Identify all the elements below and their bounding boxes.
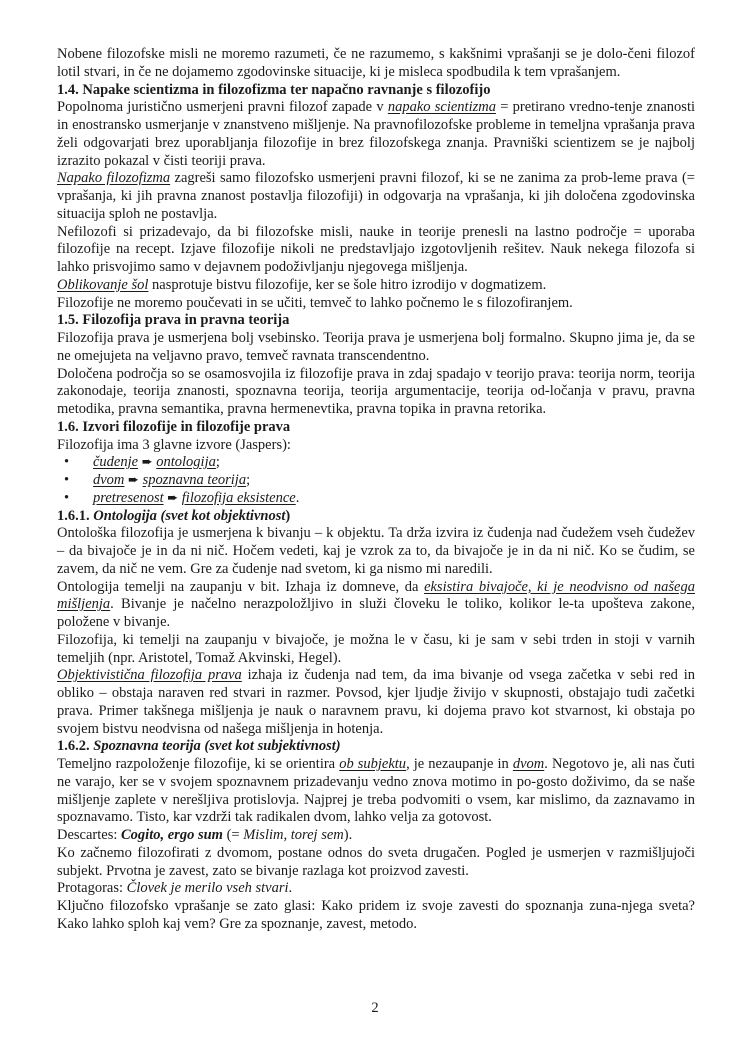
text-run: Filozofija ima 3 glavne izvore (Jaspers): bbox=[57, 436, 291, 453]
text-run: izhaja iz čudenja nad tem, da ima bivanje od vsega začetka v sebi red in obliko – obstaja naraven red stvari in razmer. Povsod, kjer ljudje živijo v skupnosti, obstajajo tudi začetki prava. Primer takšnega mišljenja je nauk o naravnem pravu, ki dojema pravo kot stvarnost, ki obstaja po svojem bistvu neodvisna od našega mišljenja in hotenja. bbox=[57, 667, 696, 737]
arrow-right-icon: ➨ bbox=[128, 473, 139, 488]
paragraph bbox=[57, 295, 695, 313]
text-run: Človek je merilo vseh stvari bbox=[126, 880, 289, 897]
paragraph bbox=[57, 632, 695, 668]
paragraph bbox=[57, 366, 695, 419]
paragraph bbox=[57, 880, 695, 898]
text-run: Filozofija, ki temelji na zaupanju v bivajoče, je možna le v času, ki je sam v sebi trden in stoji v varnih temeljih (npr. Aristotel, Tomaž Akvinski, Hegel). bbox=[57, 631, 695, 666]
text-run: Ko začnemo filozofirati z dvomom, postane odnos do sveta drugačen. Pogled je usmerjen v razmišljujoči subjekt. Prvotna je zavest, zato se bivanje razlaga kot proizvod zavesti. bbox=[57, 844, 695, 879]
text-run: eksistira bivajoče, ki je neodvisno od našega mišljenja bbox=[57, 578, 695, 613]
section-heading bbox=[57, 312, 695, 330]
text-run: ). bbox=[343, 827, 353, 843]
text-run: . Bivanje je načelno nerazpoložljivo in služi človeku le toliko, kolikor le-ta upošteva zakone, položene v bivanje. bbox=[57, 596, 695, 630]
document-content bbox=[57, 46, 695, 934]
text-run: spoznavna teorija bbox=[142, 472, 247, 488]
text-run: 1.6. Izvori filozofije in filozofije prava bbox=[57, 418, 291, 435]
text-run: ; bbox=[246, 472, 251, 488]
section-heading bbox=[57, 419, 695, 437]
text-run: dvom bbox=[512, 756, 545, 772]
paragraph bbox=[57, 99, 695, 170]
section-heading bbox=[57, 82, 695, 100]
bullet-marker-icon: • bbox=[64, 472, 70, 488]
text-run: ob subjektu bbox=[339, 756, 407, 772]
paragraph bbox=[57, 756, 695, 827]
text-run: Filozofija prava je usmerjena bolj vsebinsko. Teorija prava je usmerjena bolj formalno. Skupno jima je, da se ne omejujeta na veljavno pravo, temveč ravnata transcendentno. bbox=[57, 330, 695, 364]
text-run: Temeljno razpoloženje filozofije, ki se orientira bbox=[57, 756, 340, 772]
text-run: zagreši samo filozofsko usmerjeni pravni filozof, ki se ne zanima za prob-leme prava (= vprašanja, ki jih pravna znanost postavlja filozofiji) in odgovarja na vprašanja, ki jih določena zgodovinska situacija sploh ne postavlja. bbox=[57, 170, 695, 222]
text-run: 1.6.1. bbox=[57, 507, 94, 524]
text-run: . bbox=[295, 489, 300, 506]
paragraph bbox=[57, 330, 695, 366]
text-run: Določena področja so se osamosvojila iz filozofije prava in zdaj spadajo v teorijo prava: teorija norm, teorija zakonodaje, teorija znanosti, spoznavna teorija, teorija argumentacije, teorija od-ločanja v pravu, pravna metodika, pravna semantika, pravna hermenevtika, pravna topika in pravna retorika. bbox=[57, 365, 695, 417]
text-run: . bbox=[288, 880, 293, 897]
text-run: . Negotovo je, ali nas čuti ne varajo, ker se v svojem spoznavnem prizadevanju vedno znova motimo in po-gosto doživimo, da se naše mišljenje zaplete v nerešljiva protislovja. Najprej je treba podvomiti o vsem, kar mislimo, da zaznavamo in spoznavamo. Tisto, kar vzdrži tak radikalen dvom, lahko velja za gotovost. bbox=[57, 756, 696, 826]
text-run: ) bbox=[285, 507, 291, 524]
text-run: Ontološka filozofija je usmerjena k bivanju – k objektu. Ta drža izvira iz čudenja nad čudežem vseh čudežev – da bivajoče je in da ni nič. Hočem vedeti, kaj je vzrok za to, da bivajoče je in da ni nič. Ko se čudim, se zavem, da nič ne vem. Gre za čudenje nad svetom, ki ga nismo mi naredili. bbox=[57, 525, 695, 577]
arrow-right-icon: ➨ bbox=[167, 490, 179, 506]
arrow-right-icon: ➨ bbox=[141, 455, 153, 471]
text-run: Oblikovanje šol bbox=[57, 276, 149, 293]
text-run: Ontologija temelji na zaupanju v bit. Izhaja iz domneve, da bbox=[57, 578, 425, 595]
text-run: filozofija eksistence bbox=[181, 489, 296, 506]
text-run: Cogito, ergo sum bbox=[121, 827, 223, 843]
bullet-item bbox=[57, 454, 695, 472]
paragraph bbox=[57, 277, 695, 295]
text-run: , je nezaupanje in bbox=[406, 756, 513, 772]
text-run: 1.6.2. bbox=[57, 738, 94, 755]
text-run: ontologija bbox=[156, 454, 216, 471]
text-run: 1.4. Napake scientizma in filozofizma ter napačno ravnanje s filozofijo bbox=[57, 81, 491, 98]
text-run: Protagoras: bbox=[57, 880, 127, 897]
section-heading bbox=[57, 508, 695, 526]
text-run: pretresenost bbox=[93, 489, 164, 506]
bullet-marker-icon: • bbox=[64, 454, 70, 471]
paragraph bbox=[57, 46, 695, 82]
paragraph bbox=[57, 827, 695, 845]
paragraph bbox=[57, 579, 695, 632]
paragraph bbox=[57, 170, 695, 223]
page-number: 2 bbox=[371, 1000, 379, 1016]
text-run: nasprotuje bistvu filozofije, ker se šole hitro izrodijo v dogmatizem. bbox=[148, 276, 547, 293]
bullet-item bbox=[57, 490, 695, 508]
text-run: = pretirano vredno-tenje znanosti in enostransko usmerjanje v znanstveno mišljenje. Na pravnofilozofske probleme in temeljna vprašanja prava želi odgovarjati brez uporabljanja filozofije in brez filozofskega znanja. Pravniški scientizem se je najbolj izrazito pokazal v čisti teoriji prava. bbox=[57, 99, 696, 169]
paragraph bbox=[57, 437, 695, 455]
text-run: Napako filozofizma bbox=[57, 170, 171, 187]
text-run: Mislim, torej sem bbox=[243, 827, 344, 843]
text-run: Ključno filozofsko vprašanje se zato glasi: Kako pridem iz svoje zavesti do spoznanja zuna-njega sveta? Kako lahko sploh kaj vem? Gre za spoznanje, zavest, metodo. bbox=[57, 898, 695, 932]
text-run: Descartes: bbox=[57, 827, 122, 843]
text-run: napako scientizma bbox=[387, 99, 496, 116]
bullet-item bbox=[57, 472, 695, 490]
text-run: Ontologija (svet kot objektivnost bbox=[93, 507, 286, 524]
text-run: Spoznavna teorija (svet kot subjektivnost) bbox=[93, 738, 341, 755]
text-run: Popolnoma juristično usmerjeni pravni filozof zapade v bbox=[57, 99, 388, 116]
text-run: (= bbox=[222, 827, 244, 843]
paragraph bbox=[57, 525, 695, 578]
text-run: Filozofije ne moremo poučevati in se učiti, temveč to lahko počnemo le s filozofiranjem. bbox=[57, 294, 573, 311]
bullet-marker-icon: • bbox=[64, 489, 70, 506]
text-run: ; bbox=[215, 454, 220, 471]
text-run: Nefilozofi si prizadevajo, da bi filozofske misli, nauke in teorije prenesli na lastno področje = uporaba filozofije na recept. Izjave filozofije nikoli ne predstavljajo izgotovljenih rešitev. Nauk nekega filozofa si lahko prisvojimo samo v dejavnem podoživljanju njegovega mišljenja. bbox=[57, 223, 695, 275]
text-run: 1.5. Filozofija prava in pravna teorija bbox=[57, 312, 290, 329]
paragraph bbox=[57, 224, 695, 277]
text-run: dvom bbox=[93, 472, 125, 488]
paragraph bbox=[57, 667, 695, 738]
section-heading bbox=[57, 738, 695, 756]
text-run: čudenje bbox=[93, 454, 139, 471]
paragraph bbox=[57, 845, 695, 881]
text-run: Nobene filozofske misli ne moremo razumeti, če ne razumemo, s kakšnimi vprašanji se je dolo-čeni filozof lotil stvari, in če ne dojamemo zgodovinske situacije, ki je misleca spodbudila k tem vprašanjem. bbox=[57, 46, 695, 80]
text-run: Objektivistična filozofija prava bbox=[57, 667, 242, 684]
paragraph bbox=[57, 898, 695, 934]
